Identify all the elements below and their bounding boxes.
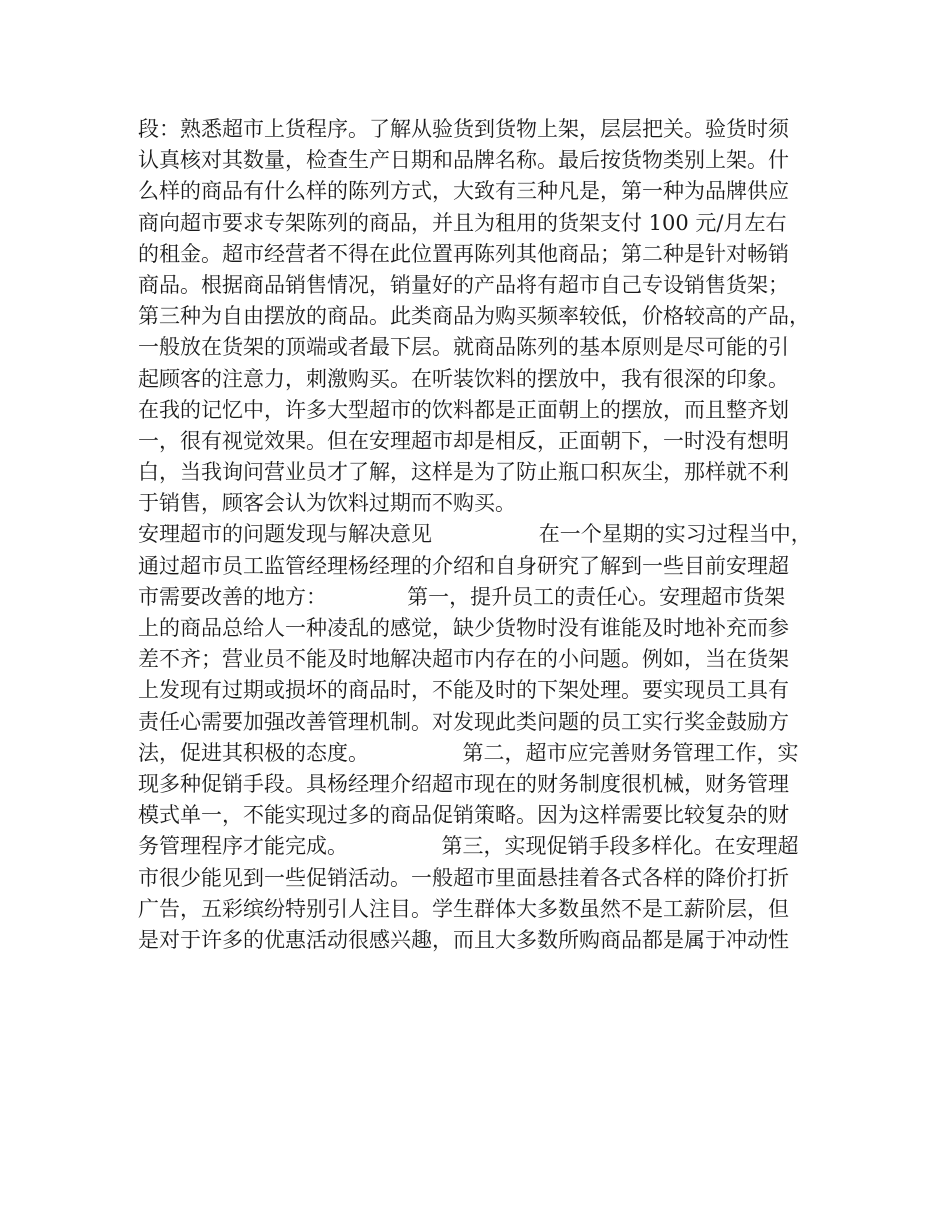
- text-line: 白，当我询问营业员才了解，这样是为了防止瓶口积灰尘，那样就不利: [138, 460, 789, 485]
- text-line: 商品。根据商品销售情况，销量好的产品将有超市自己专设销售货架；: [138, 272, 789, 297]
- text-line: 在我的记忆中，许多大型超市的饮料都是正面朝上的摆放，而且整齐划: [138, 397, 789, 422]
- text-line: 认真核对其数量，检查生产日期和品牌名称。最后按货物类别上架。什: [138, 148, 789, 173]
- text-line: 于销售，顾客会认为饮料过期而不购买。: [138, 491, 516, 516]
- text-line: 现多种促销手段。具杨经理介绍超市现在的财务制度很机械，财务管理: [138, 771, 789, 796]
- text-line: 广告，五彩缤纷特别引人注目。学生群体大多数虽然不是工薪阶层，但: [138, 896, 789, 921]
- text-line: 务管理程序才能完成。 第三，实现促销手段多样化。在安理超: [138, 834, 799, 859]
- text-line: 的租金。超市经营者不得在此位置再陈列其他商品；第二种是针对畅销: [138, 241, 789, 266]
- text-line: 上的商品总给人一种凌乱的感觉，缺少货物时没有谁能及时地补充而参: [138, 616, 789, 640]
- body-text: [138, 114, 828, 956]
- text-line: 么样的商品有什么样的陈列方式，大致有三种凡是，第一种为品牌供应: [138, 179, 789, 204]
- text-line: 一般放在货架的顶端或者最下层。就商品陈列的基本原则是尽可能的引: [138, 335, 789, 360]
- text-line: 市需要改善的地方： 第一，提升员工的责任心。安理超市货架: [138, 584, 786, 609]
- text-line: 是对于许多的优惠活动很感兴趣，而且大多数所购商品都是属于冲动性: [138, 927, 789, 952]
- text-line: 上发现有过期或损坏的商品时，不能及时的下架处理。要实现员工具有: [138, 678, 789, 703]
- text-line: 第三种为自由摆放的商品。此类商品为购买频率较低，价格较高的产品，: [138, 304, 810, 329]
- text-line: 市很少能见到一些促销活动。一般超市里面悬挂着各式各样的降价打折: [138, 865, 789, 890]
- text-line: 模式单一，不能实现过多的商品促销策略。因为这样需要比较复杂的财: [138, 803, 789, 828]
- text-line: 责任心需要加强改善管理机制。对发现此类问题的员工实行奖金鼓励方: [138, 709, 789, 734]
- text-line: 段：熟悉超市上货程序。了解从验货到货物上架，层层把关。验货时须: [138, 117, 789, 141]
- text-line: 起顾客的注意力，刺激购买。在听装饮料的摆放中，我有很深的印象。: [138, 366, 789, 391]
- text-line: 一，很有视觉效果。但在安理超市却是相反，正面朝下，一时没有想明: [138, 428, 789, 453]
- text-line: 通过超市员工监管经理杨经理的介绍和自身研究了解到一些目前安理超: [138, 553, 789, 578]
- section-heading-line: 安理超市的问题发现与解决意见 在一个星期的实习过程当中，: [138, 522, 812, 547]
- text-line: 商向超市要求专架陈列的商品，并且为租用的货架支付 100 元/月左右: [138, 210, 787, 235]
- text-line: 差不齐；营业员不能及时地解决超市内存在的小问题。例如，当在货架: [138, 647, 789, 672]
- text-line: 法，促进其积极的态度。 第二，超市应完善财务管理工作，实: [138, 740, 799, 765]
